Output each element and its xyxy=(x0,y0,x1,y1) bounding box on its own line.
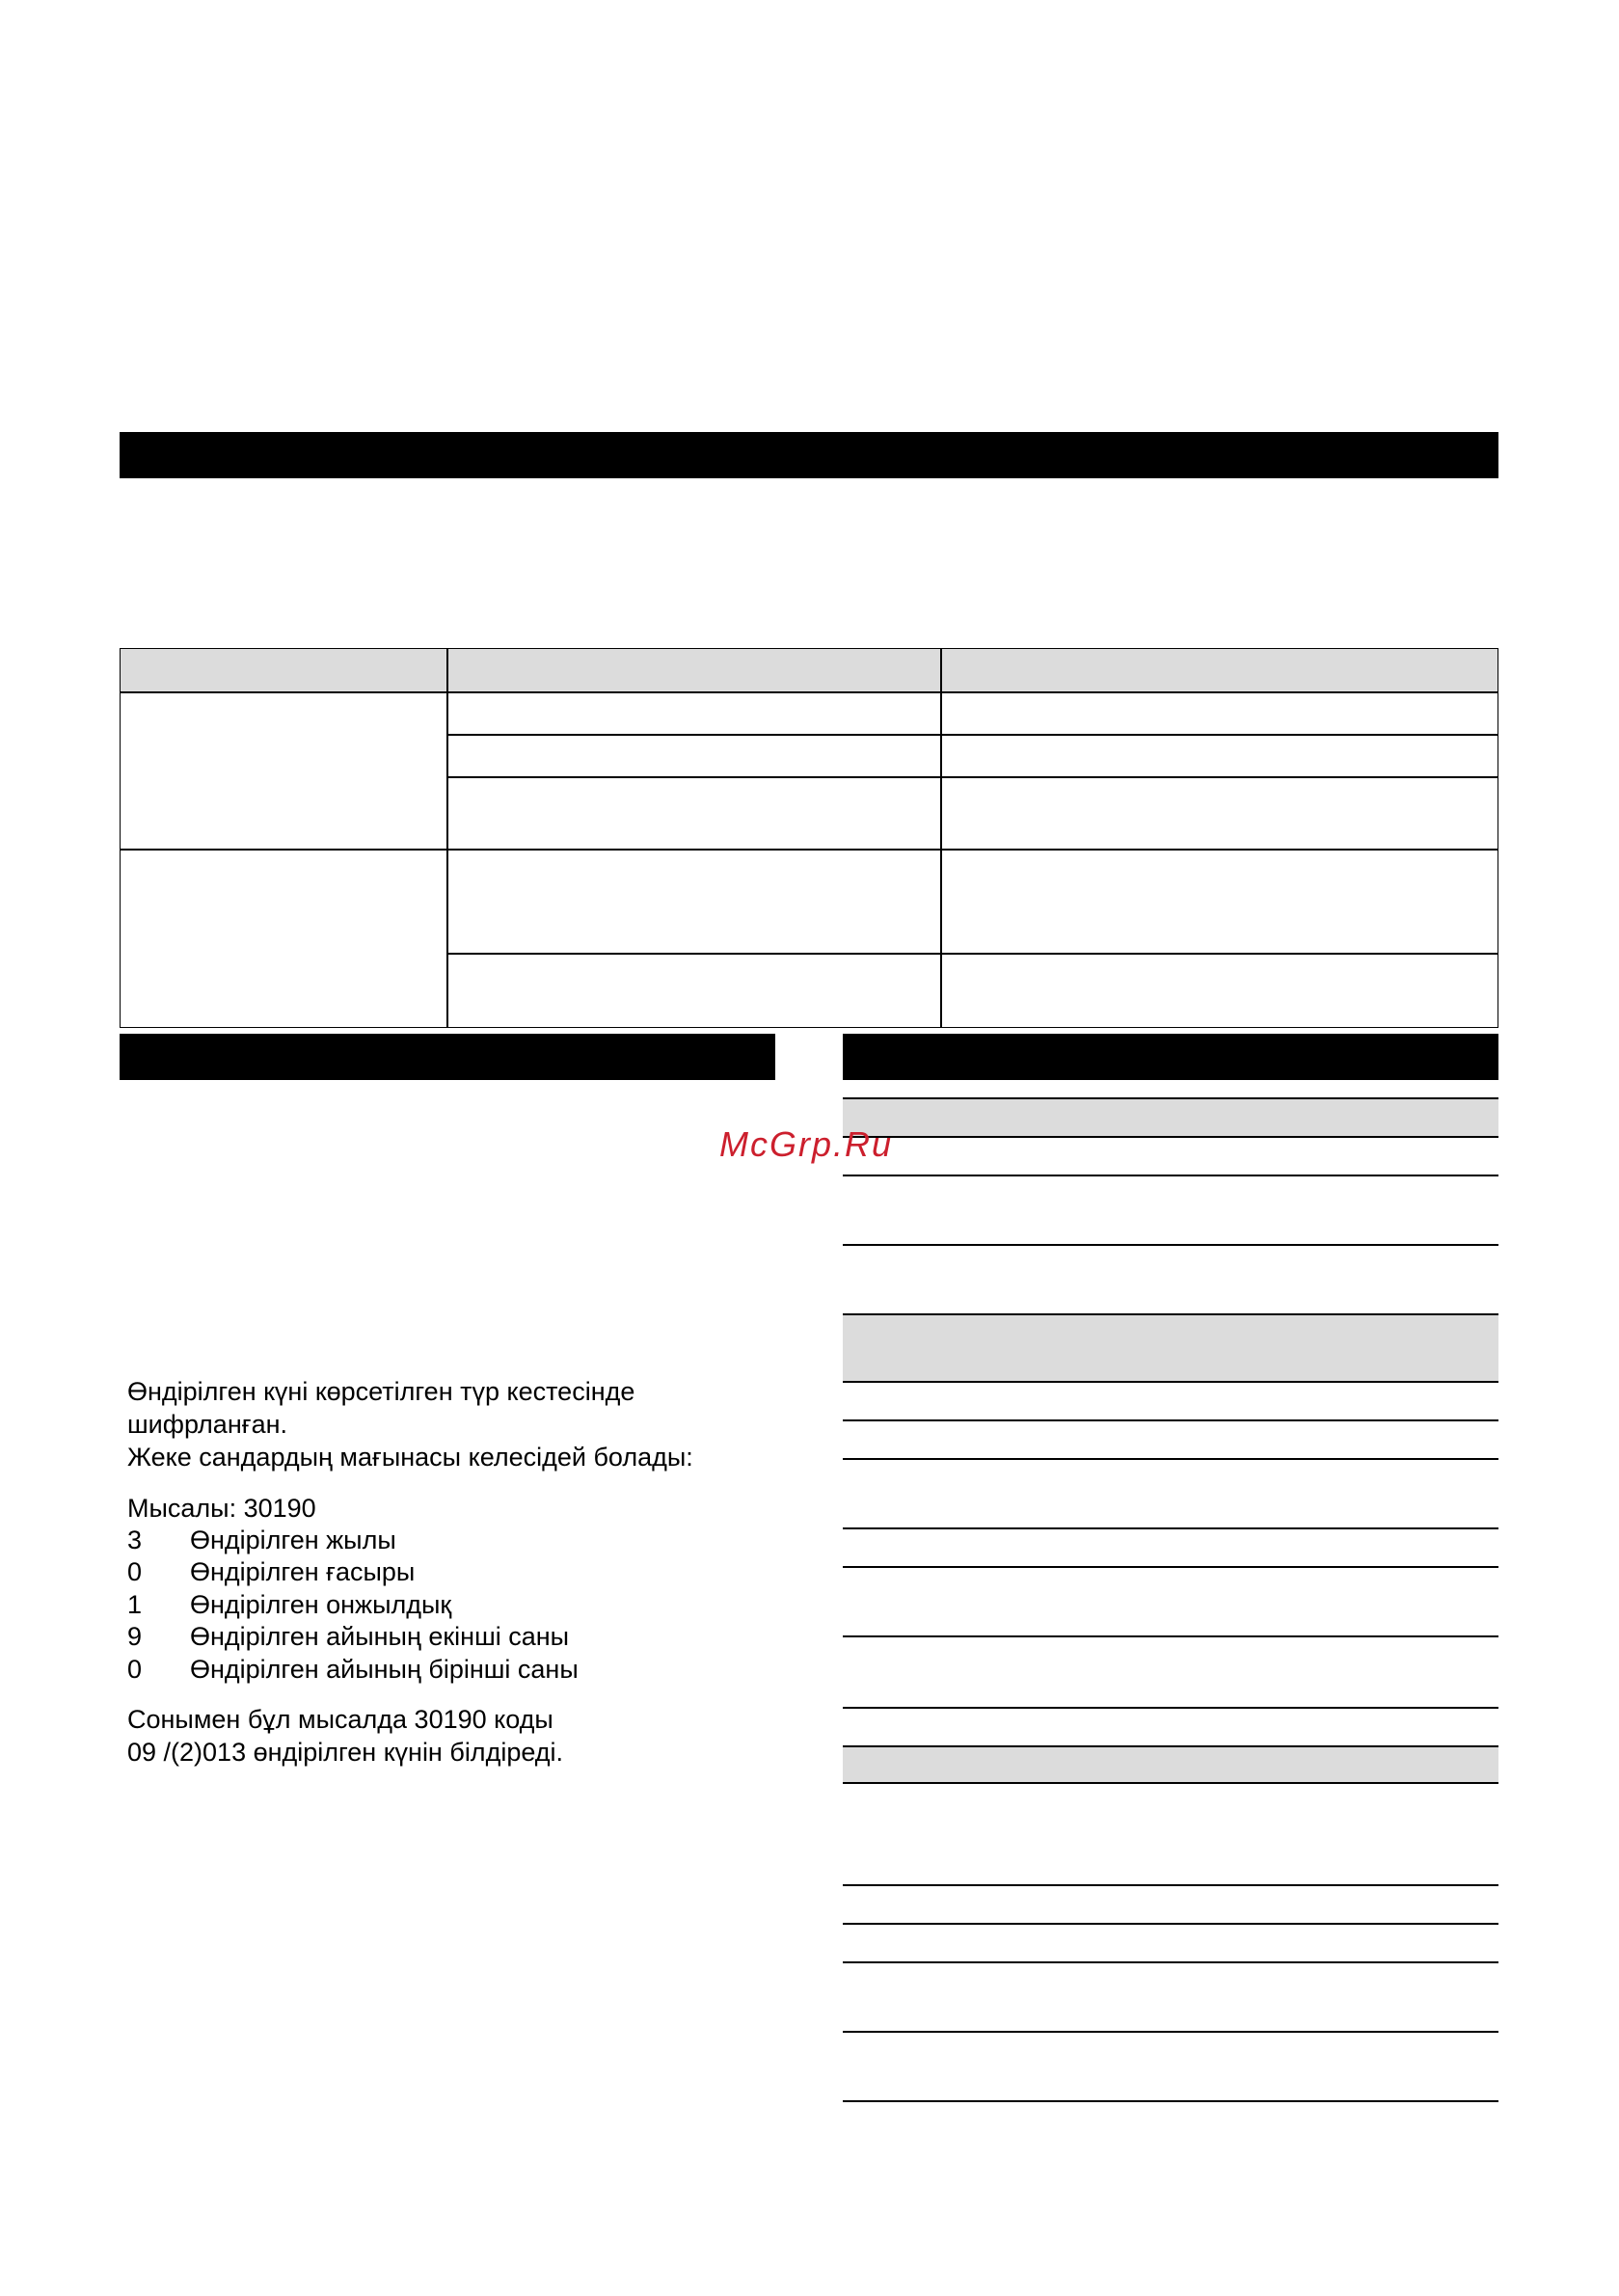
code-digit: 1 xyxy=(127,1589,143,1619)
list-item xyxy=(127,1621,579,1653)
summary-line: 09 /(2)013 өндірілген күнін білдіреді. xyxy=(127,1738,564,1767)
list-item xyxy=(127,1654,579,1686)
intro-line: Өндірілген күні көрсетілген түр кестесінде xyxy=(127,1377,635,1406)
left-section-header-bar xyxy=(120,1034,775,1080)
right-section-header-bar xyxy=(843,1034,1498,1080)
production-date-intro xyxy=(127,1375,764,1473)
code-meaning: Өндірілген айының екінші саны xyxy=(190,1622,570,1652)
code-digit: 9 xyxy=(127,1622,143,1652)
section-header-bar xyxy=(120,432,1498,478)
code-digit-list xyxy=(127,1525,579,1686)
troubleshooting-table xyxy=(120,648,1498,1028)
code-digit: 0 xyxy=(127,1654,143,1684)
list-item xyxy=(127,1556,579,1588)
code-meaning: Өндірілген жылы xyxy=(190,1526,396,1554)
specifications-table xyxy=(843,1080,1498,2104)
intro-line: шифрланған. xyxy=(127,1410,288,1439)
summary-line: Сонымен бұл мысалда 30190 коды xyxy=(127,1705,553,1734)
list-item xyxy=(127,1589,579,1621)
watermark-text: McGrp.Ru xyxy=(719,1124,894,1164)
code-meaning: Өндірілген ғасыры xyxy=(190,1557,416,1587)
code-meaning: Өндірілген айының бірінші саны xyxy=(190,1654,579,1684)
list-item xyxy=(127,1525,579,1556)
intro-line: Жеке сандардың мағынасы келесідей болады: xyxy=(127,1443,693,1472)
code-digit: 3 xyxy=(127,1526,143,1554)
example-summary xyxy=(127,1703,764,1769)
example-title: Мысалы: 30190 xyxy=(127,1494,316,1523)
code-meaning: Өндірілген онжылдық xyxy=(190,1589,452,1619)
code-digit: 0 xyxy=(127,1557,143,1587)
